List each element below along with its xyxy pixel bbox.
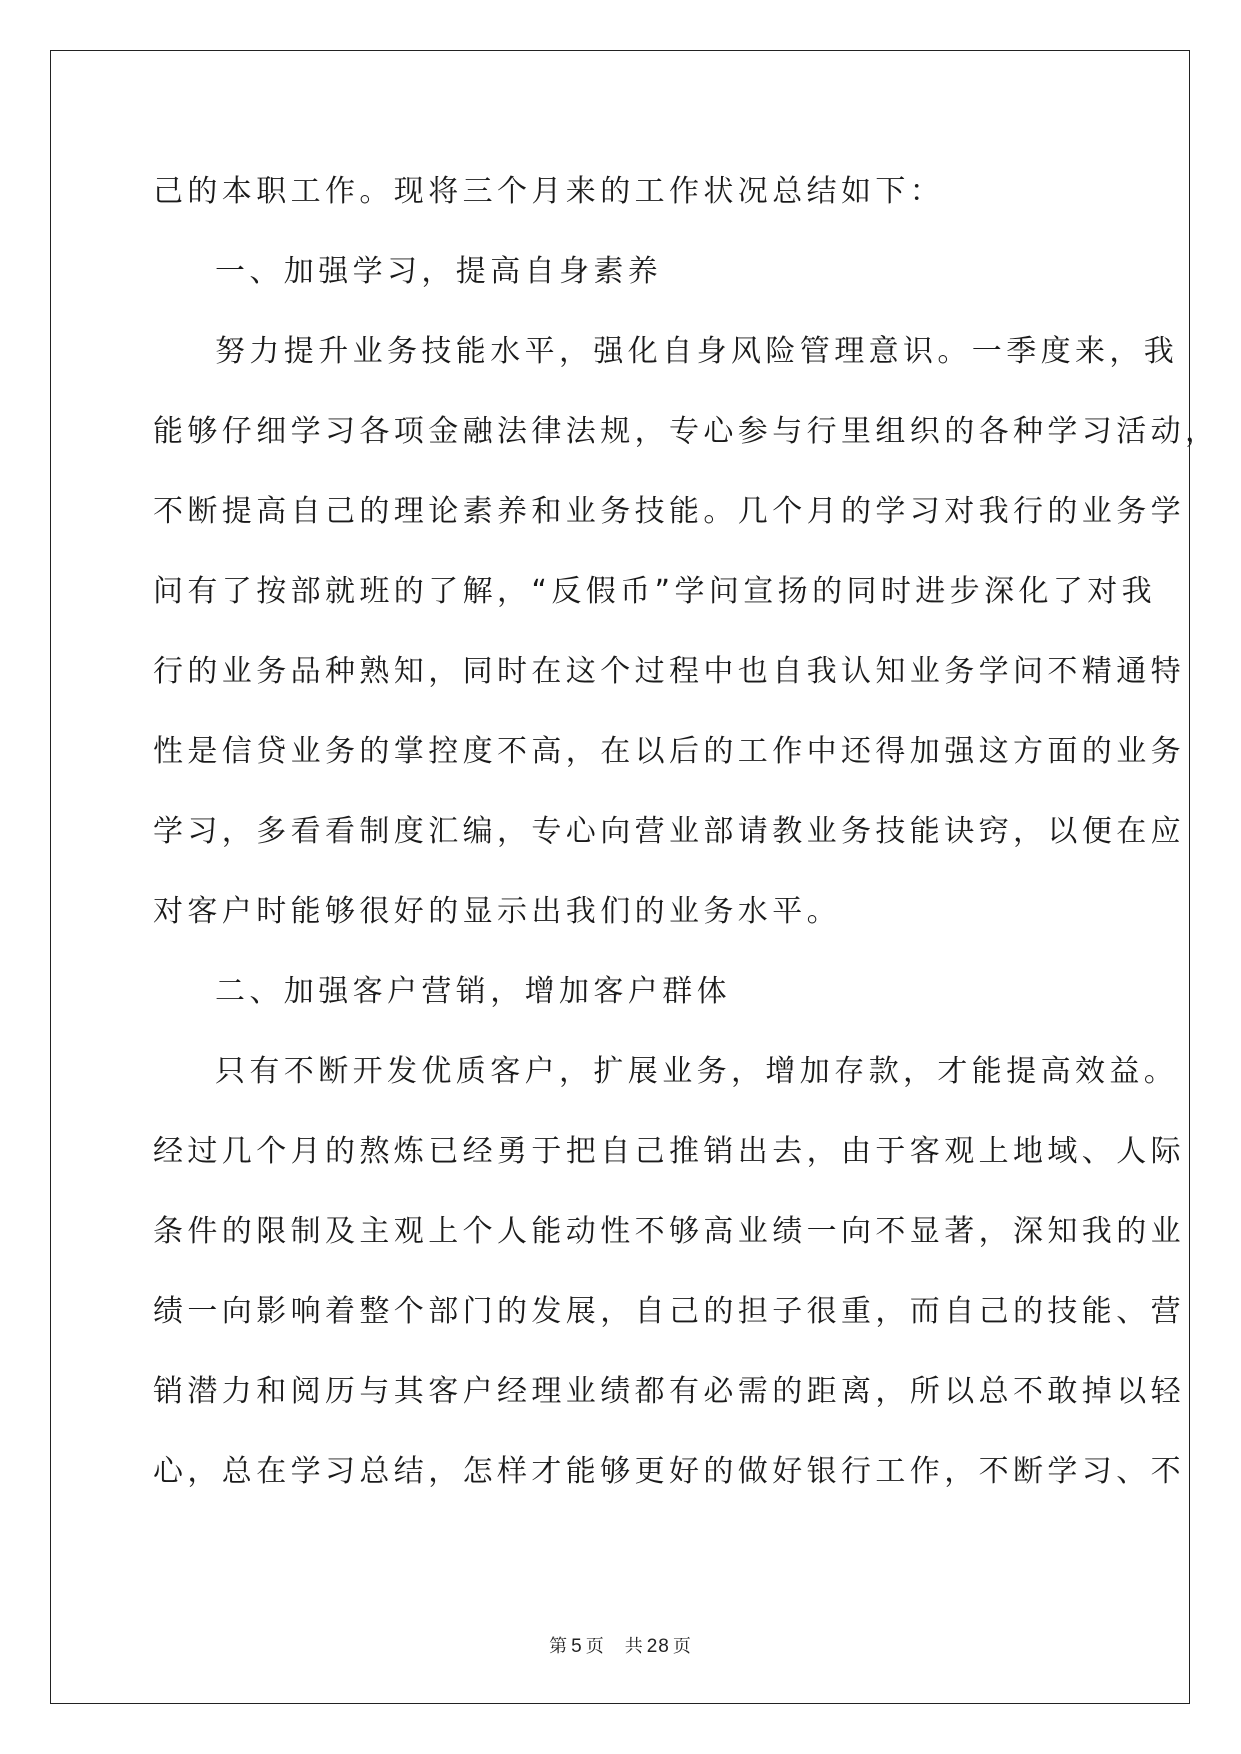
text-line: 对客户时能够很好的显示出我们的业务水平。	[153, 894, 841, 929]
text-line: 绩一向影响着整个部门的发展，自己的担子很重，而自己的技能、营	[153, 1294, 1185, 1329]
footer-total-prefix: 共	[624, 1636, 644, 1657]
current-page-number: 5	[571, 1636, 583, 1657]
text-line: 性是信贷业务的掌控度不高，在以后的工作中还得加强这方面的业务	[153, 734, 1185, 769]
footer-page-suffix: 页	[585, 1636, 605, 1657]
total-page-number: 28	[646, 1636, 670, 1657]
text-line: 只有不断开发优质客户，扩展业务，增加存款，才能提高效益。	[215, 1054, 1179, 1089]
text-line: 努力提升业务技能水平，强化自身风险管理意识。一季度来，我	[215, 334, 1179, 369]
text-line: 经过几个月的熬炼已经勇于把自己推销出去，由于客观上地域、人际	[153, 1134, 1185, 1169]
text-line: 一、加强学习，提高自身素养	[215, 254, 663, 289]
page-footer	[0, 1632, 1241, 1658]
text-line: 条件的限制及主观上个人能动性不够高业绩一向不显著，深知我的业	[153, 1214, 1185, 1249]
footer-prefix: 第	[549, 1636, 569, 1657]
text-line: 行的业务品种熟知，同时在这个过程中也自我认知业务学问不精通特	[153, 654, 1185, 689]
text-line: 学习，多看看制度汇编，专心向营业部请教业务技能诀窍，以便在应	[153, 814, 1185, 849]
text-line: 问有了按部就班的了解，“反假币”学问宣扬的同时进步深化了对我	[153, 574, 1157, 609]
text-line: 心，总在学习总结，怎样才能够更好的做好银行工作，不断学习、不	[153, 1454, 1185, 1489]
text-line: 能够仔细学习各项金融法律法规，专心参与行里组织的各种学习活动，	[153, 414, 1220, 449]
footer-total-suffix: 页	[672, 1636, 692, 1657]
document-body	[153, 152, 1220, 1512]
text-line: 销潜力和阅历与其客户经理业绩都有必需的距离，所以总不敢掉以轻	[153, 1374, 1185, 1409]
text-line: 己的本职工作。现将三个月来的工作状况总结如下：	[153, 174, 945, 209]
text-line: 不断提高自己的理论素养和业务技能。几个月的学习对我行的业务学	[153, 494, 1185, 529]
text-line: 二、加强客户营销，增加客户群体	[215, 974, 731, 1009]
